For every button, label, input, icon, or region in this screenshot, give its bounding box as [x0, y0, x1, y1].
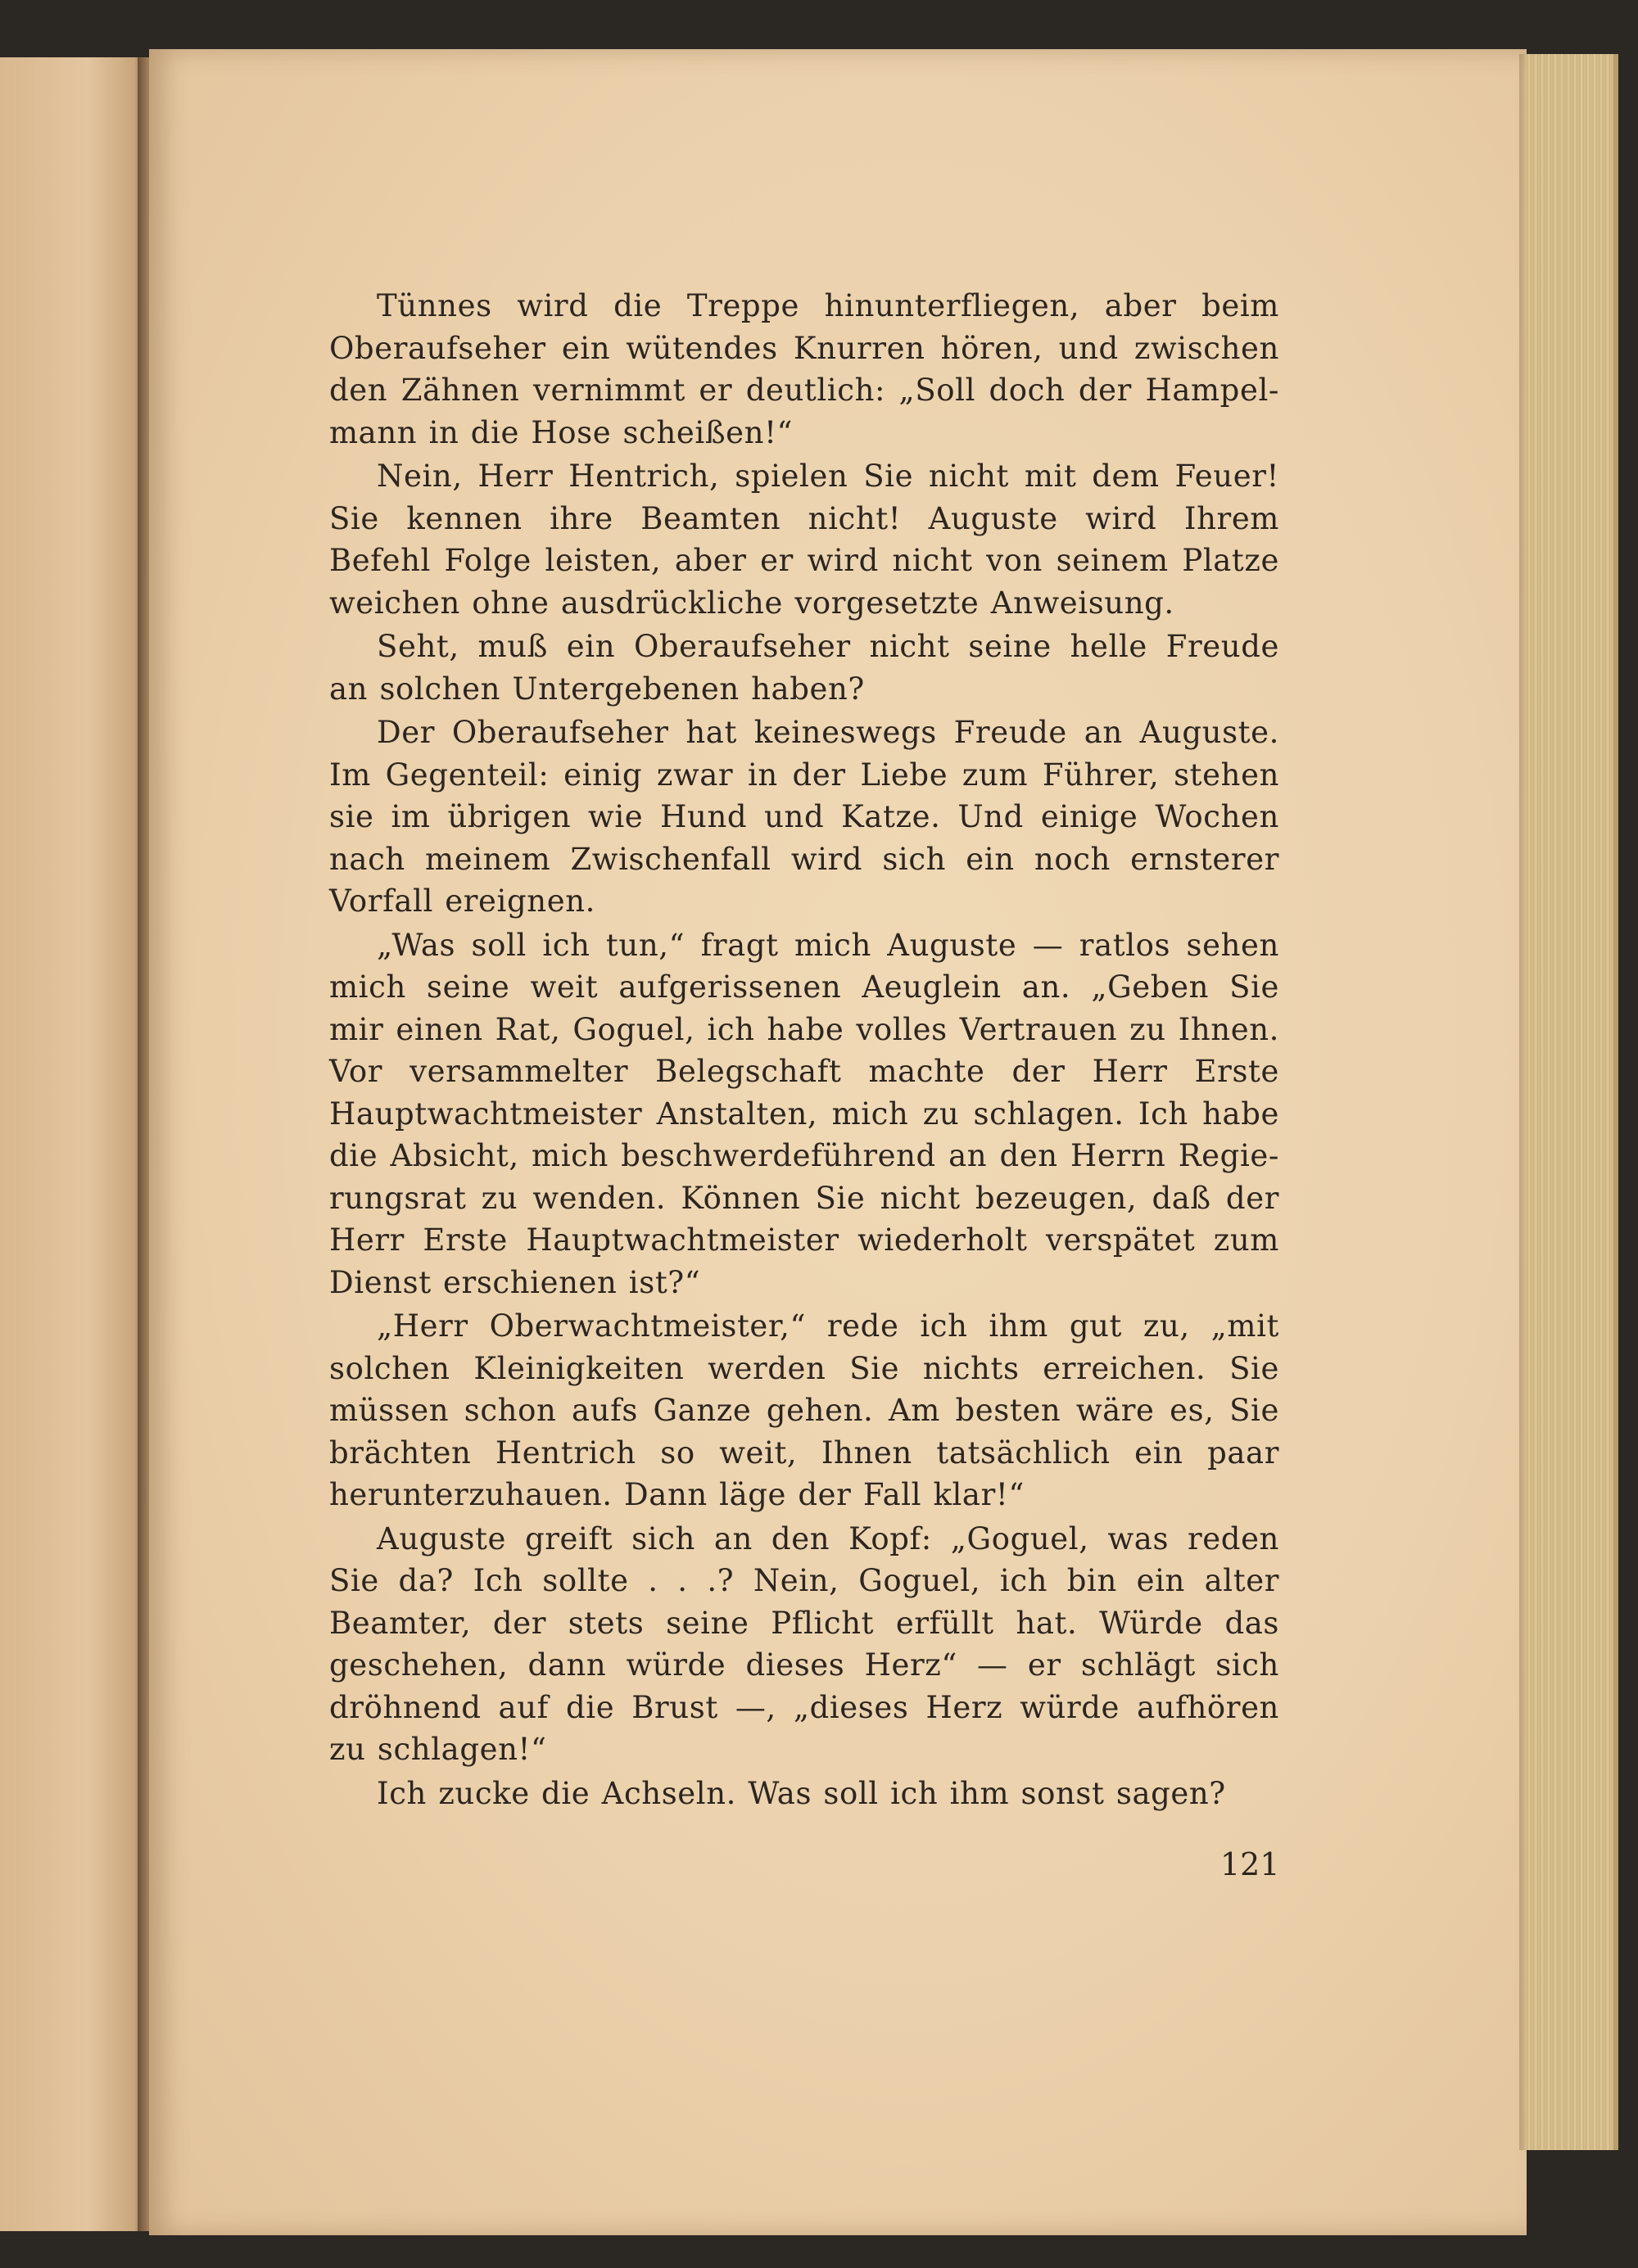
paragraph-7: Auguste greift sich an den Kopf: „Goguel, was reden Sie da? Ich sollte . . .? Nein, Goguel, ich bin ein alter Beamter, der stets seine Pflicht erfüllt hat. Würde das geschehen, dann würde dieses Herz“ — er schlägt sich dröhnend auf die Brust —, „dieses Herz würde aufhören zu schlagen!“	[329, 1520, 1279, 1767]
body-text	[329, 285, 1279, 1816]
paragraph-4: Der Oberaufseher hat keineswegs Freude an Auguste. Im Gegenteil: einig zwar in der Liebe zum Führer, stehen sie im übrigen wie Hund und Katze. Und einige Wochen nach meinem Zwischenfall wird sich ein noch ernsterer Vorfall ereignen.	[329, 715, 1279, 919]
page-number: 121	[1220, 1846, 1280, 1882]
page-block-edges	[1525, 54, 1618, 2150]
paragraph-3: Seht, muß ein Oberaufseher nicht seine helle Freude an solchen Untergebenen haben?	[329, 629, 1279, 707]
paragraph-1: Tünnes wird die Treppe hinunterfliegen, aber beim Oberaufseher ein wütendes Knurren hören, und zwischen den Zähnen vernimmt er deutlich: „Soll doch der Hampel-mann in die Hose scheißen!“	[329, 288, 1279, 450]
paragraph-2: Nein, Herr Hentrich, spielen Sie nicht mit dem Feuer! Sie kennen ihre Beamten nicht! Auguste wird Ihrem Befehl Folge leisten, aber er wird nicht von seinem Platze weichen ohne ausdrückliche vorgesetzte Anweisung.	[329, 459, 1279, 621]
paragraph-8: Ich zucke die Achseln. Was soll ich ihm sonst sagen?	[377, 1775, 1226, 1811]
left-page-edge	[0, 57, 146, 2231]
paragraph-5: „Was soll ich tun,“ fragt mich Auguste — ratlos sehen mich seine weit aufgerissenen Aeuglein an. „Geben Sie mir einen Rat, Goguel, ich habe volles Vertrauen zu Ihnen. Vor versammelter Belegschaft machte der Herr Erste Hauptwachtmeister Anstalten, mich zu schlagen. Ich habe die Absicht, mich beschwerdeführend an den Herrn Regie-rungsrat zu wenden. Können Sie nicht bezeugen, daß der Herr Erste Hauptwachtmeister wiederholt verspätet zum Dienst erschienen ist?“	[329, 927, 1279, 1300]
paragraph-6: „Herr Oberwachtmeister,“ rede ich ihm gut zu, „mit solchen Kleinigkeiten werden Sie nichts erreichen. Sie müssen schon aufs Ganze gehen. Am besten wäre es, Sie brächten Hentrich so weit, Ihnen tatsächlich ein paar herunterzuhauen. Dann läge der Fall klar!“	[329, 1308, 1279, 1512]
